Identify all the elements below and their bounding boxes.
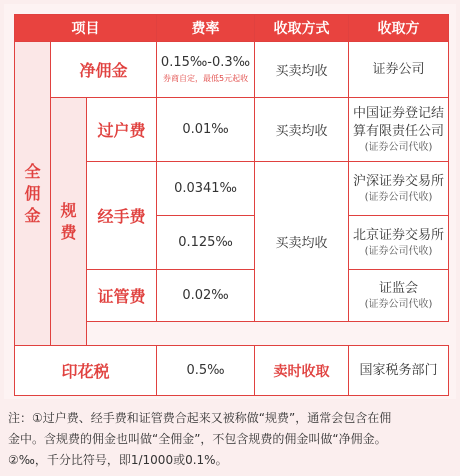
- fee-table-card: [4, 4, 456, 399]
- footnote-line: 注：①过户费、经手费和证管费合起来又被称做“规费”，通常会包含在佣: [8, 411, 392, 425]
- commission-rate-note: 券商自定，最低5元起收: [162, 74, 249, 83]
- full-commission-label: 全 佣 金: [15, 42, 51, 346]
- table-row: [15, 346, 449, 396]
- header-item: 项目: [15, 15, 157, 42]
- handling-collector-a: 沪深证券交易所: [353, 173, 445, 189]
- handling-rate-a: 0.0341‰: [157, 162, 255, 216]
- handling-collector-b-sub: (证券公司代收): [364, 245, 433, 257]
- footnote-line: 金中。含规费的佣金也叫做“全佣金”，不包含规费的佣金叫做“净佣金。: [8, 432, 387, 446]
- header-method: 收取方式: [255, 15, 349, 42]
- handling-method: 买卖均收: [255, 162, 349, 322]
- handling-name: 经手费: [87, 162, 157, 270]
- footnote-line: ②‰，千分比符号，即1/1000或0.1%。: [8, 453, 228, 467]
- stamp-method: 卖时收取: [255, 346, 349, 396]
- transfer-name: 过户费: [87, 98, 157, 162]
- management-collector-cell: [349, 270, 449, 322]
- transfer-collector-sub: (证券公司代收): [364, 141, 433, 153]
- footnote: [8, 408, 452, 471]
- transfer-collector: 中国证券登记结算有限责任公司: [353, 105, 445, 139]
- commission-rate: 0.15‰-0.3‰: [160, 55, 251, 70]
- management-collector-sub: (证券公司代收): [364, 298, 433, 310]
- stamp-rate: 0.5‰: [157, 346, 255, 396]
- table-row: [15, 98, 449, 162]
- handling-rate-b: 0.125‰: [157, 216, 255, 270]
- management-name: 证管费: [87, 270, 157, 322]
- table-header-row: [15, 15, 449, 42]
- header-rate: 费率: [157, 15, 255, 42]
- management-collector: 证监会: [379, 280, 419, 296]
- stamp-name: 印花税: [15, 346, 157, 396]
- commission-name: 净佣金: [51, 42, 157, 98]
- commission-collector: 证券公司: [349, 42, 449, 98]
- handling-collector-a-sub: (证券公司代收): [364, 191, 433, 203]
- commission-method: 买卖均收: [255, 42, 349, 98]
- handling-collector-b-cell: [349, 216, 449, 270]
- stamp-collector: 国家税务部门: [349, 346, 449, 396]
- handling-collector-a-cell: [349, 162, 449, 216]
- transfer-rate: 0.01‰: [157, 98, 255, 162]
- regulatory-fee-label: 规 费: [51, 98, 87, 346]
- fee-table: [14, 14, 449, 396]
- handling-collector-b: 北京证券交易所: [353, 227, 445, 243]
- transfer-method: 买卖均收: [255, 98, 349, 162]
- header-collector: 收取方: [349, 15, 449, 42]
- table-row: [15, 42, 449, 98]
- transfer-collector-cell: [349, 98, 449, 162]
- management-rate: 0.02‰: [157, 270, 255, 322]
- commission-rate-cell: [157, 42, 255, 98]
